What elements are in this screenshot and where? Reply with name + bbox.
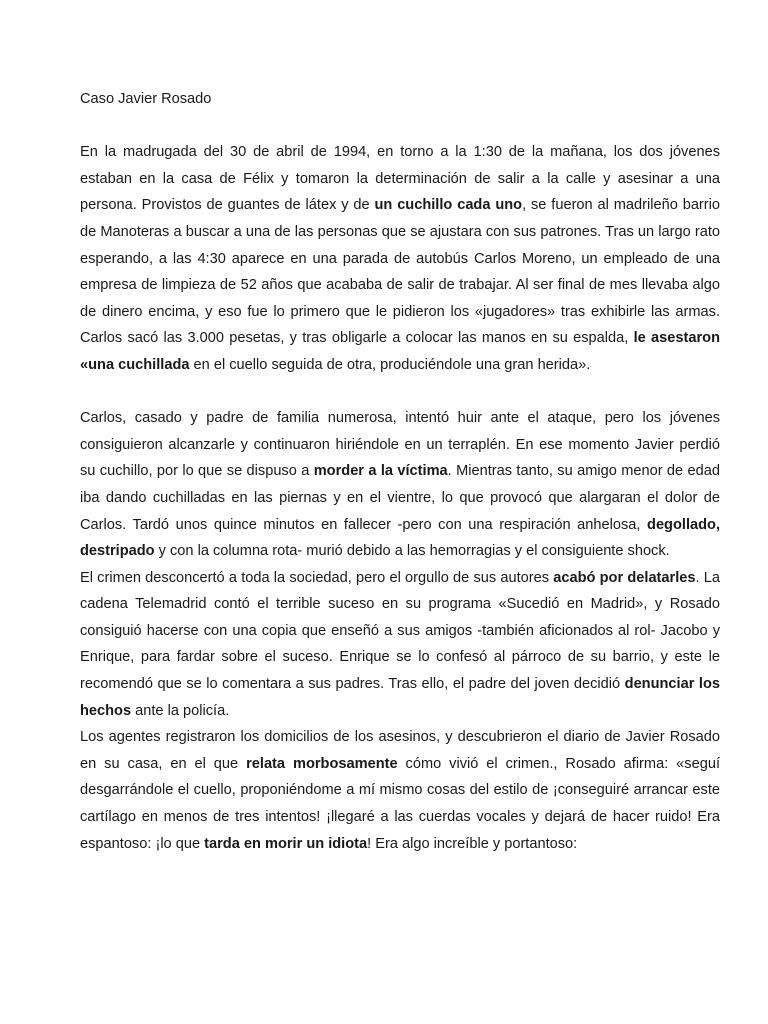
document-page xyxy=(80,86,720,857)
text-segment: en el cuello seguida de otra, produciéndole una gran herida». xyxy=(189,356,591,373)
bold-segment: le asestaron «una cuchillada xyxy=(80,330,720,373)
text-segment: y con la columna rota- murió debido a las hemorragias y el consiguiente shock. xyxy=(154,543,670,560)
paragraph-1 xyxy=(80,139,720,378)
text-segment: Los agentes registraron los domicilios de los asesinos, y descubrieron el diario de Javier Rosado en su casa, en el que xyxy=(80,729,720,772)
paragraph-4 xyxy=(80,724,720,857)
text-segment: En la madrugada del 30 de abril de 1994, en torno a la 1:30 de la mañana, los dos jóvenes estaban en la casa de Félix y tomaron la determinación de salir a la calle y asesinar a una persona. Provistos de guantes de látex y de xyxy=(80,144,720,214)
bold-segment: morder a la víctima xyxy=(313,463,448,480)
text-segment: , se fueron al madrileño barrio de Manoteras a buscar a una de las personas que se ajustara con sus patrones. Tras un largo rato esperando, a las 4:30 aparece en una parada de autobús Carlos Moreno, un empleado de una empresa de limpieza de 52 años que acababa de salir de trabajar. Al ser final de mes llevaba algo de dinero encima, y eso fue lo primero que le pidieron los «jugadores» tras exhibirle las armas. Carlos sacó las 3.000 pesetas, y tras obligarle a colocar las manos en su espalda, xyxy=(80,197,721,347)
text-segment: . La cadena Telemadrid contó el terrible suceso en su programa «Sucedió en Madrid», y Rosado consiguió hacerse con una copia que enseñó a sus amigos -también aficionados al rol- Jacobo y Enrique, para fardar sobre el suceso. Enrique se lo confesó al párroco de su barrio, y este le recomendó que se lo comentara a sus padres. Tras ello, el padre del joven decidió xyxy=(80,569,721,693)
bold-segment: degollado, destripado xyxy=(80,516,720,560)
text-segment: El crimen desconcertó a toda la sociedad, pero el orgullo de sus autores xyxy=(80,569,554,586)
text-segment: ante la policía. xyxy=(131,702,230,719)
bold-segment: denunciar los hechos xyxy=(80,676,720,719)
bold-segment: un cuchillo cada uno xyxy=(374,197,523,214)
text-segment: ! Era algo increíble y portantoso: xyxy=(367,835,578,852)
paragraph-2 xyxy=(80,405,720,565)
text-segment: . Mientras tanto, su amigo menor de edad iba dando cuchilladas en las piernas y en el vientre, lo que provocó que alargaran el dolor de Carlos. Tardó unos quince minutos en fallecer -pero con una respiración anhelosa, xyxy=(80,463,720,533)
text-segment: cómo vivió el crimen., Rosado afirma: «seguí desgarrándole el cuello, proponiéndome a mí mismo cosas del estilo de ¡conseguiré arrancar este cartílago en menos de tres intentos! ¡llegaré a las cuerdas vocales y dejará de hacer ruido! Era espantoso: ¡lo que xyxy=(80,755,720,852)
bold-segment: acabó por delatarles xyxy=(553,569,696,586)
paragraph-3 xyxy=(80,565,720,725)
document-title: Caso Javier Rosado xyxy=(80,91,212,107)
bold-segment: tarda en morir un idiota xyxy=(204,835,368,852)
paragraph-spacer xyxy=(80,379,720,406)
text-segment: Carlos, casado y padre de familia numerosa, intentó huir ante el ataque, pero los jóvenes consiguieron alcanzarle y continuaron hiriéndole en un terraplén. En ese momento Javier perdió su cuchillo, por lo que se dispuso a xyxy=(80,410,720,480)
bold-segment: relata morbosamente xyxy=(246,755,398,772)
